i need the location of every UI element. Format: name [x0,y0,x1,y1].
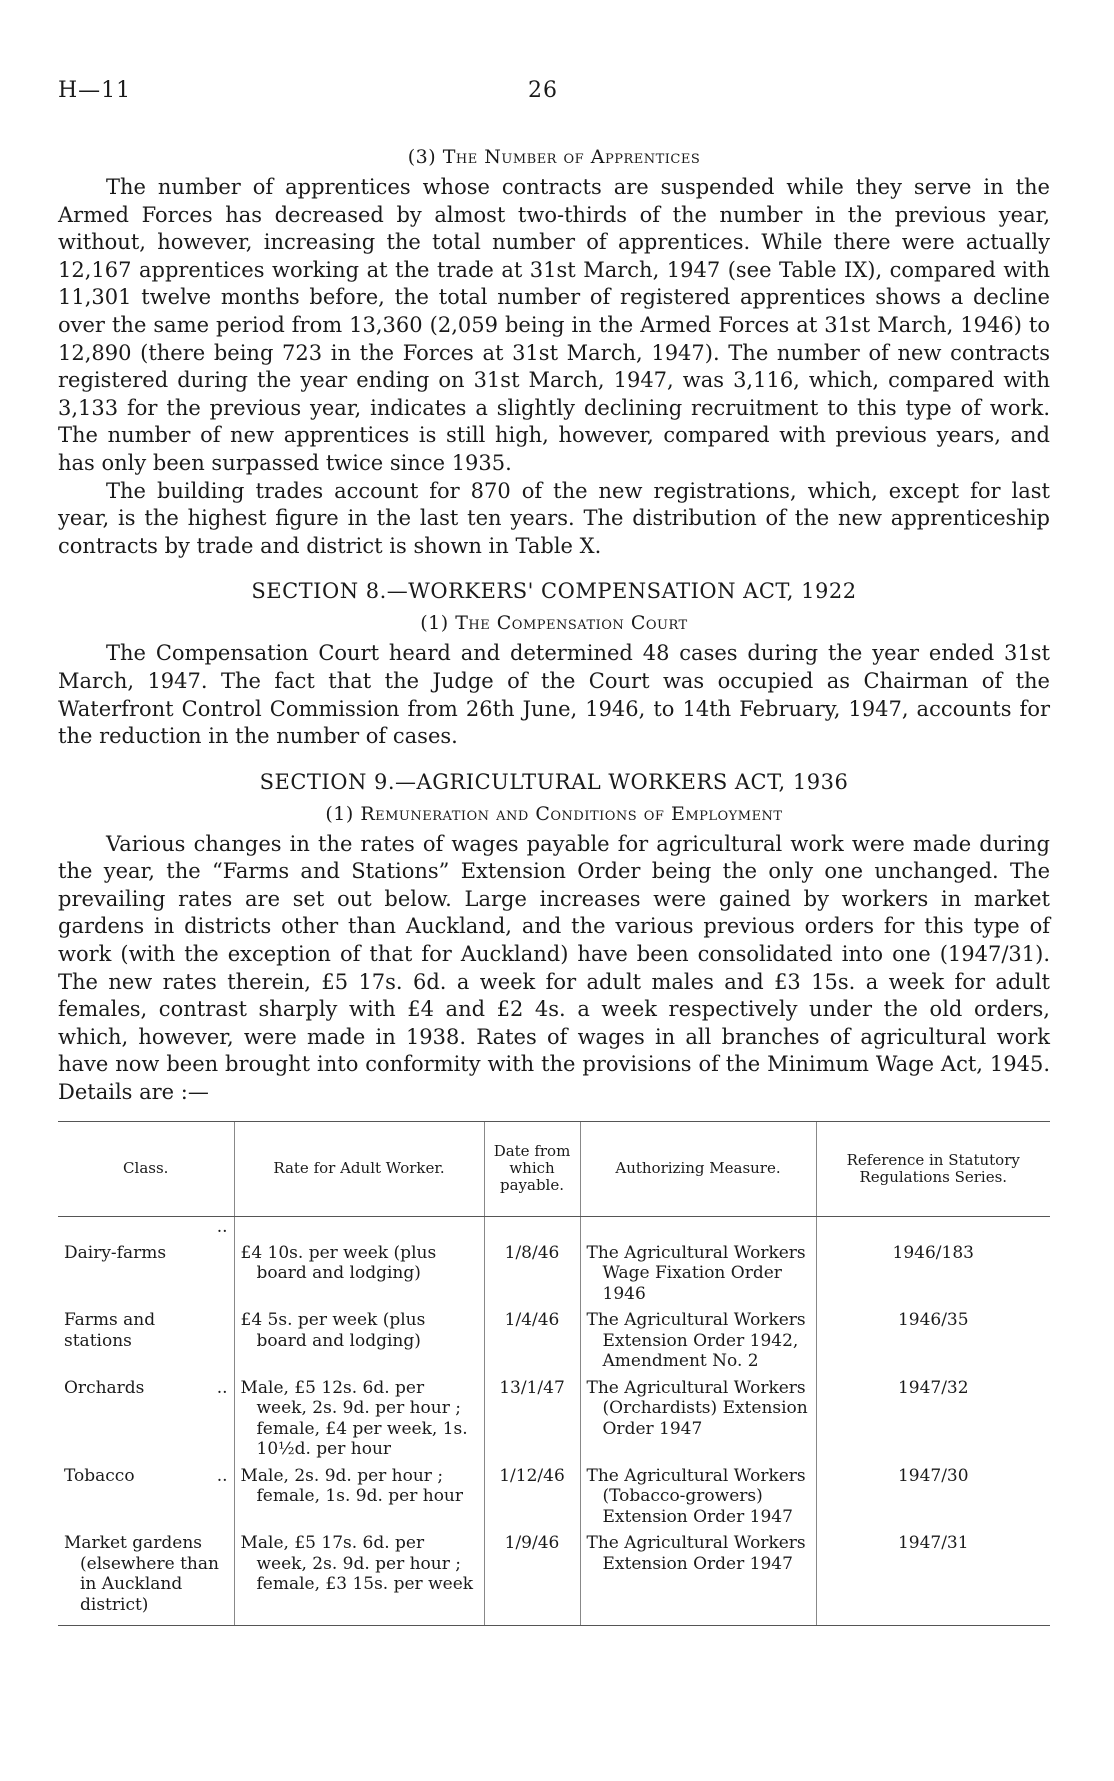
row-reference: 1947/32 [816,1378,1050,1466]
row-rate: Male, £5 17s. 6d. per week, 2s. 9d. per hour ; female, £3 15s. per week [234,1533,484,1626]
dot-leader: .. [216,1216,228,1237]
row-date: 1/4/46 [484,1310,580,1378]
header-authority: Authorizing Measure. [580,1121,816,1216]
page-content [58,142,1050,1626]
table-row [58,1466,1050,1534]
row-class: Farms and stations [64,1310,156,1351]
table-row [58,1216,1050,1310]
apprentices-heading: (3) The Number of Apprentices [407,146,701,168]
dot-leader: .. [216,1465,228,1486]
row-class: Orchards [64,1377,145,1398]
row-date: 1/8/46 [484,1216,580,1310]
row-date: 1/9/46 [484,1533,580,1626]
row-authority: The Agricultural Workers (Tobacco-growers) Extension Order 1947 [580,1466,816,1534]
header-reference: Reference in Statutory Regulations Series. [816,1121,1050,1216]
table-row [58,1378,1050,1466]
row-reference: 1947/30 [816,1466,1050,1534]
page-number: 26 [528,78,558,103]
row-authority: The Agricultural Workers (Orchardists) Extension Order 1947 [580,1378,816,1466]
header-date: Date from which payable. [484,1121,580,1216]
compensation-paragraph: The Compensation Court heard and determined 48 cases during the year ended 31st March, 1947. The fact that the Judge of the Court was occupied as Chairman of the Waterfront Control Commission from 26th June, 1946, to 14th February, 1947, accounts for the reduction in the number of cases. [58,641,1050,749]
section-9-title: SECTION 9.—AGRICULTURAL WORKERS ACT, 1936 [259,769,849,794]
table-row [58,1533,1050,1626]
row-authority: The Agricultural Workers Wage Fixation Order 1946 [580,1216,816,1310]
row-class: Dairy-farms [64,1242,167,1263]
table-row [58,1310,1050,1378]
table-header-row [58,1121,1050,1216]
row-class: Tobacco [64,1465,135,1486]
compensation-court-heading: (1) The Compensation Court [420,612,688,635]
apprentices-paragraph-2: The building trades account for 870 of the new registrations, which, except for last year, is the highest figure in the last ten years. The distribution of the new apprenticeship contracts by trade and district is shown in Table X. [58,478,1050,558]
row-reference: 1946/183 [816,1216,1050,1310]
running-head [58,78,1056,108]
row-reference: 1947/31 [816,1533,1050,1626]
row-date: 1/12/46 [484,1466,580,1534]
row-rate: Male, £5 12s. 6d. per week, 2s. 9d. per hour ; female, £4 per week, 1s. 10½d. per hour [234,1378,484,1466]
row-rate: £4 5s. per week (plus board and lodging) [234,1310,484,1378]
row-reference: 1946/35 [816,1310,1050,1378]
row-date: 13/1/47 [484,1378,580,1466]
row-rate: £4 10s. per week (plus board and lodging) [234,1216,484,1310]
row-authority: The Agricultural Workers Extension Order 1942, Amendment No. 2 [580,1310,816,1378]
dot-leader: .. [216,1377,228,1398]
header-class: Class. [58,1121,234,1216]
document-reference: H—11 [58,78,132,103]
row-class: Market gardens (elsewhere than in Auckland district) [58,1533,234,1626]
wage-rates-table [58,1121,1050,1627]
apprentices-paragraph-1: The number of apprentices whose contracts are suspended while they serve in the Armed Forces has decreased by almost two-thirds of the number in the previous year, without, however, increasing the total number of apprentices. While there were actually 12,167 apprentices working at the trade at 31st March, 1947 (see Table IX), compared with 11,301 twelve months before, the total number of registered apprentices shows a decline over the same period from 13,360 (2,059 being in the Armed Forces at 31st March, 1946) to 12,890 (there being 723 in the Forces at 31st March, 1947). The number of new contracts registered during the year ending on 31st March, 1947, was 3,116, which, compared with 3,133 for the previous year, indicates a slightly declining recruitment to this type of work. The number of new apprentices is still high, however, compared with previous years, and has only been surpassed twice since 1935. [58,175,1050,475]
row-rate: Male, 2s. 9d. per hour ; female, 1s. 9d. per hour [234,1466,484,1534]
row-authority: The Agricultural Workers Extension Order 1947 [580,1533,816,1626]
remuneration-paragraph: Various changes in the rates of wages payable for agricultural work were made during the year, the “Farms and Stations” Extension Order being the only one unchanged. The prevailing rates are set out below. Large increases were gained by workers in market gardens in districts other than Auckland, and the various previous orders for this type of work (with the exception of that for Auckland) have been consolidated into one (1947/31). The new rates therein, £5 17s. 6d. a week for adult males and £3 15s. a week for adult females, contrast sharply with £4 and £2 4s. a week respectively under the old orders, which, however, were made in 1938. Rates of wages in all branches of agricultural work have now been brought into conformity with the provisions of the Minimum Wage Act, 1945. Details are :— [58,831,1050,1105]
remuneration-heading: (1) Remuneration and Conditions of Employment [325,802,783,825]
section-8-title: SECTION 8.—WORKERS' COMPENSATION ACT, 1922 [251,579,857,604]
header-rate: Rate for Adult Worker. [234,1121,484,1216]
